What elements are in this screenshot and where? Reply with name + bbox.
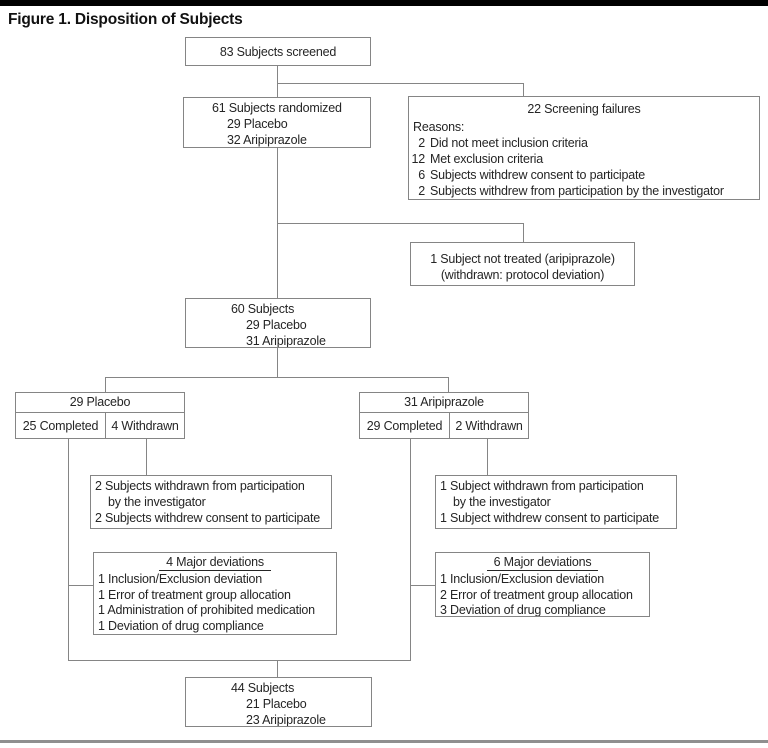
not-treated-lines [430, 251, 615, 283]
node-subline: 29 Placebo [246, 318, 307, 332]
node-not-treated [410, 242, 635, 286]
deviation-item: 1 Deviation of drug compliance [98, 618, 264, 633]
node-final [185, 677, 372, 727]
node-randomized-sublines [184, 116, 370, 148]
reason-text: Did not meet inclusion criteria [430, 136, 588, 150]
connector-placebo-deviations-h [68, 585, 93, 586]
connector-branch-screening-failures-h [277, 83, 524, 84]
aripiprazole-withdrawn-cell: 2 Withdrawn [455, 419, 523, 433]
connector-split-h [105, 377, 449, 378]
reason-count: 12 [411, 152, 425, 166]
connector-treated-split [277, 348, 278, 377]
reason-item [409, 183, 759, 199]
node-randomized-main: 61 Subjects randomized [212, 101, 342, 115]
reason-text: Subjects withdrew consent to participate [430, 168, 646, 182]
node-final-main: 44 Subjects [231, 681, 295, 695]
connector-screened-randomized [277, 66, 278, 97]
aripiprazole-deviation-items [436, 572, 649, 617]
connector-split-placebo-v [105, 377, 106, 392]
not-treated-line: 1 Subject not treated (aripiprazole) [430, 251, 615, 266]
node-screened-text: 83 Subjects screened [219, 44, 337, 59]
bottom-rule [0, 740, 768, 743]
reason-item [409, 167, 759, 183]
withdrawal-item-wrap: by the investigator [453, 495, 551, 509]
reason-count: 2 [418, 184, 425, 198]
placebo-deviations-title [94, 554, 336, 572]
node-screened [185, 37, 371, 66]
reason-text: Subjects withdrew from participation by the investigator [430, 184, 724, 198]
withdrawal-item-wrap: by the investigator [108, 495, 206, 509]
withdrawal-item [95, 478, 331, 510]
withdrawal-item [440, 478, 676, 510]
connector-branch-screening-failures-v [523, 83, 524, 96]
withdrawal-item-main: 2 Subjects withdrawn from participation [95, 479, 305, 493]
aripiprazole-withdrawal-items [440, 478, 676, 526]
deviation-item: 1 Administration of prohibited medication [98, 603, 315, 617]
connector-aripiprazole-deviations-h [410, 585, 435, 586]
withdrawal-item-main: 2 Subjects withdrew consent to participate [95, 511, 321, 525]
reason-item [409, 135, 759, 151]
node-subline: 31 Aripiprazole [246, 334, 326, 348]
top-rule [0, 0, 768, 6]
figure-title: Figure 1. Disposition of Subjects [8, 11, 243, 28]
node-treated [185, 298, 371, 348]
node-placebo-deviations [93, 552, 337, 635]
connector-placebo-completed-down [68, 439, 69, 660]
aripiprazole-arm-row [360, 413, 528, 439]
screening-failures-items [409, 135, 759, 199]
placebo-deviations-title-text: 4 Major deviations [159, 555, 271, 571]
node-subline: 29 Placebo [227, 117, 288, 131]
deviation-item: 2 Error of treatment group allocation [440, 587, 633, 602]
reason-item [409, 151, 759, 167]
withdrawal-item [440, 510, 676, 526]
connector-branch-not-treated-h [277, 223, 524, 224]
withdrawal-item [95, 510, 331, 526]
placebo-arm-header: 29 Placebo [16, 393, 184, 413]
screening-failures-title: 22 Screening failures [527, 102, 641, 116]
node-subline: 21 Placebo [246, 697, 307, 711]
connector-merge-final-v [277, 660, 278, 677]
placebo-withdrawal-items [95, 478, 331, 526]
node-placebo-withdrawals [90, 475, 332, 529]
node-aripiprazole-arm [359, 392, 529, 439]
node-subline: 23 Aripiprazole [246, 713, 326, 727]
node-subline: 32 Aripiprazole [227, 133, 307, 147]
reason-text: Met exclusion criteria [430, 152, 544, 166]
deviation-item: 1 Inclusion/Exclusion deviation [440, 572, 605, 586]
connector-split-aripiprazole-v [448, 377, 449, 392]
node-aripiprazole-withdrawals [435, 475, 677, 529]
aripiprazole-deviations-title [436, 554, 649, 572]
node-final-sublines [186, 696, 371, 727]
placebo-completed-cell: 25 Completed [16, 413, 106, 439]
deviation-item: 1 Error of treatment group allocation [98, 587, 291, 602]
aripiprazole-deviations-title-text: 6 Major deviations [487, 555, 599, 571]
connector-branch-not-treated-v [523, 223, 524, 242]
placebo-arm-row [16, 413, 184, 439]
withdrawal-item-main: 1 Subject withdrew consent to participate [440, 511, 660, 525]
connector-merge-h [68, 660, 411, 661]
connector-aripiprazole-completed-down [410, 439, 411, 660]
reason-count: 6 [418, 168, 425, 182]
deviation-item: 1 Inclusion/Exclusion deviation [98, 572, 263, 586]
node-placebo-arm [15, 392, 185, 439]
connector-aripiprazole-withdrawn-down [487, 439, 488, 475]
reason-count: 2 [418, 136, 425, 150]
connector-placebo-withdrawn-down [146, 439, 147, 475]
placebo-withdrawn-cell: 4 Withdrawn [111, 419, 179, 433]
screening-failures-label: Reasons: [413, 120, 465, 134]
node-screening-failures [408, 96, 760, 200]
aripiprazole-completed-cell: 29 Completed [360, 413, 450, 439]
not-treated-line: (withdrawn: protocol deviation) [440, 267, 605, 282]
withdrawal-item-main: 1 Subject withdrawn from participation [440, 479, 644, 493]
placebo-deviation-items [94, 572, 336, 634]
deviation-item: 3 Deviation of drug compliance [440, 603, 606, 617]
aripiprazole-arm-header: 31 Aripiprazole [360, 393, 528, 413]
node-treated-main: 60 Subjects [231, 302, 295, 316]
node-randomized [183, 97, 371, 148]
node-aripiprazole-deviations [435, 552, 650, 617]
node-treated-sublines [186, 317, 370, 348]
